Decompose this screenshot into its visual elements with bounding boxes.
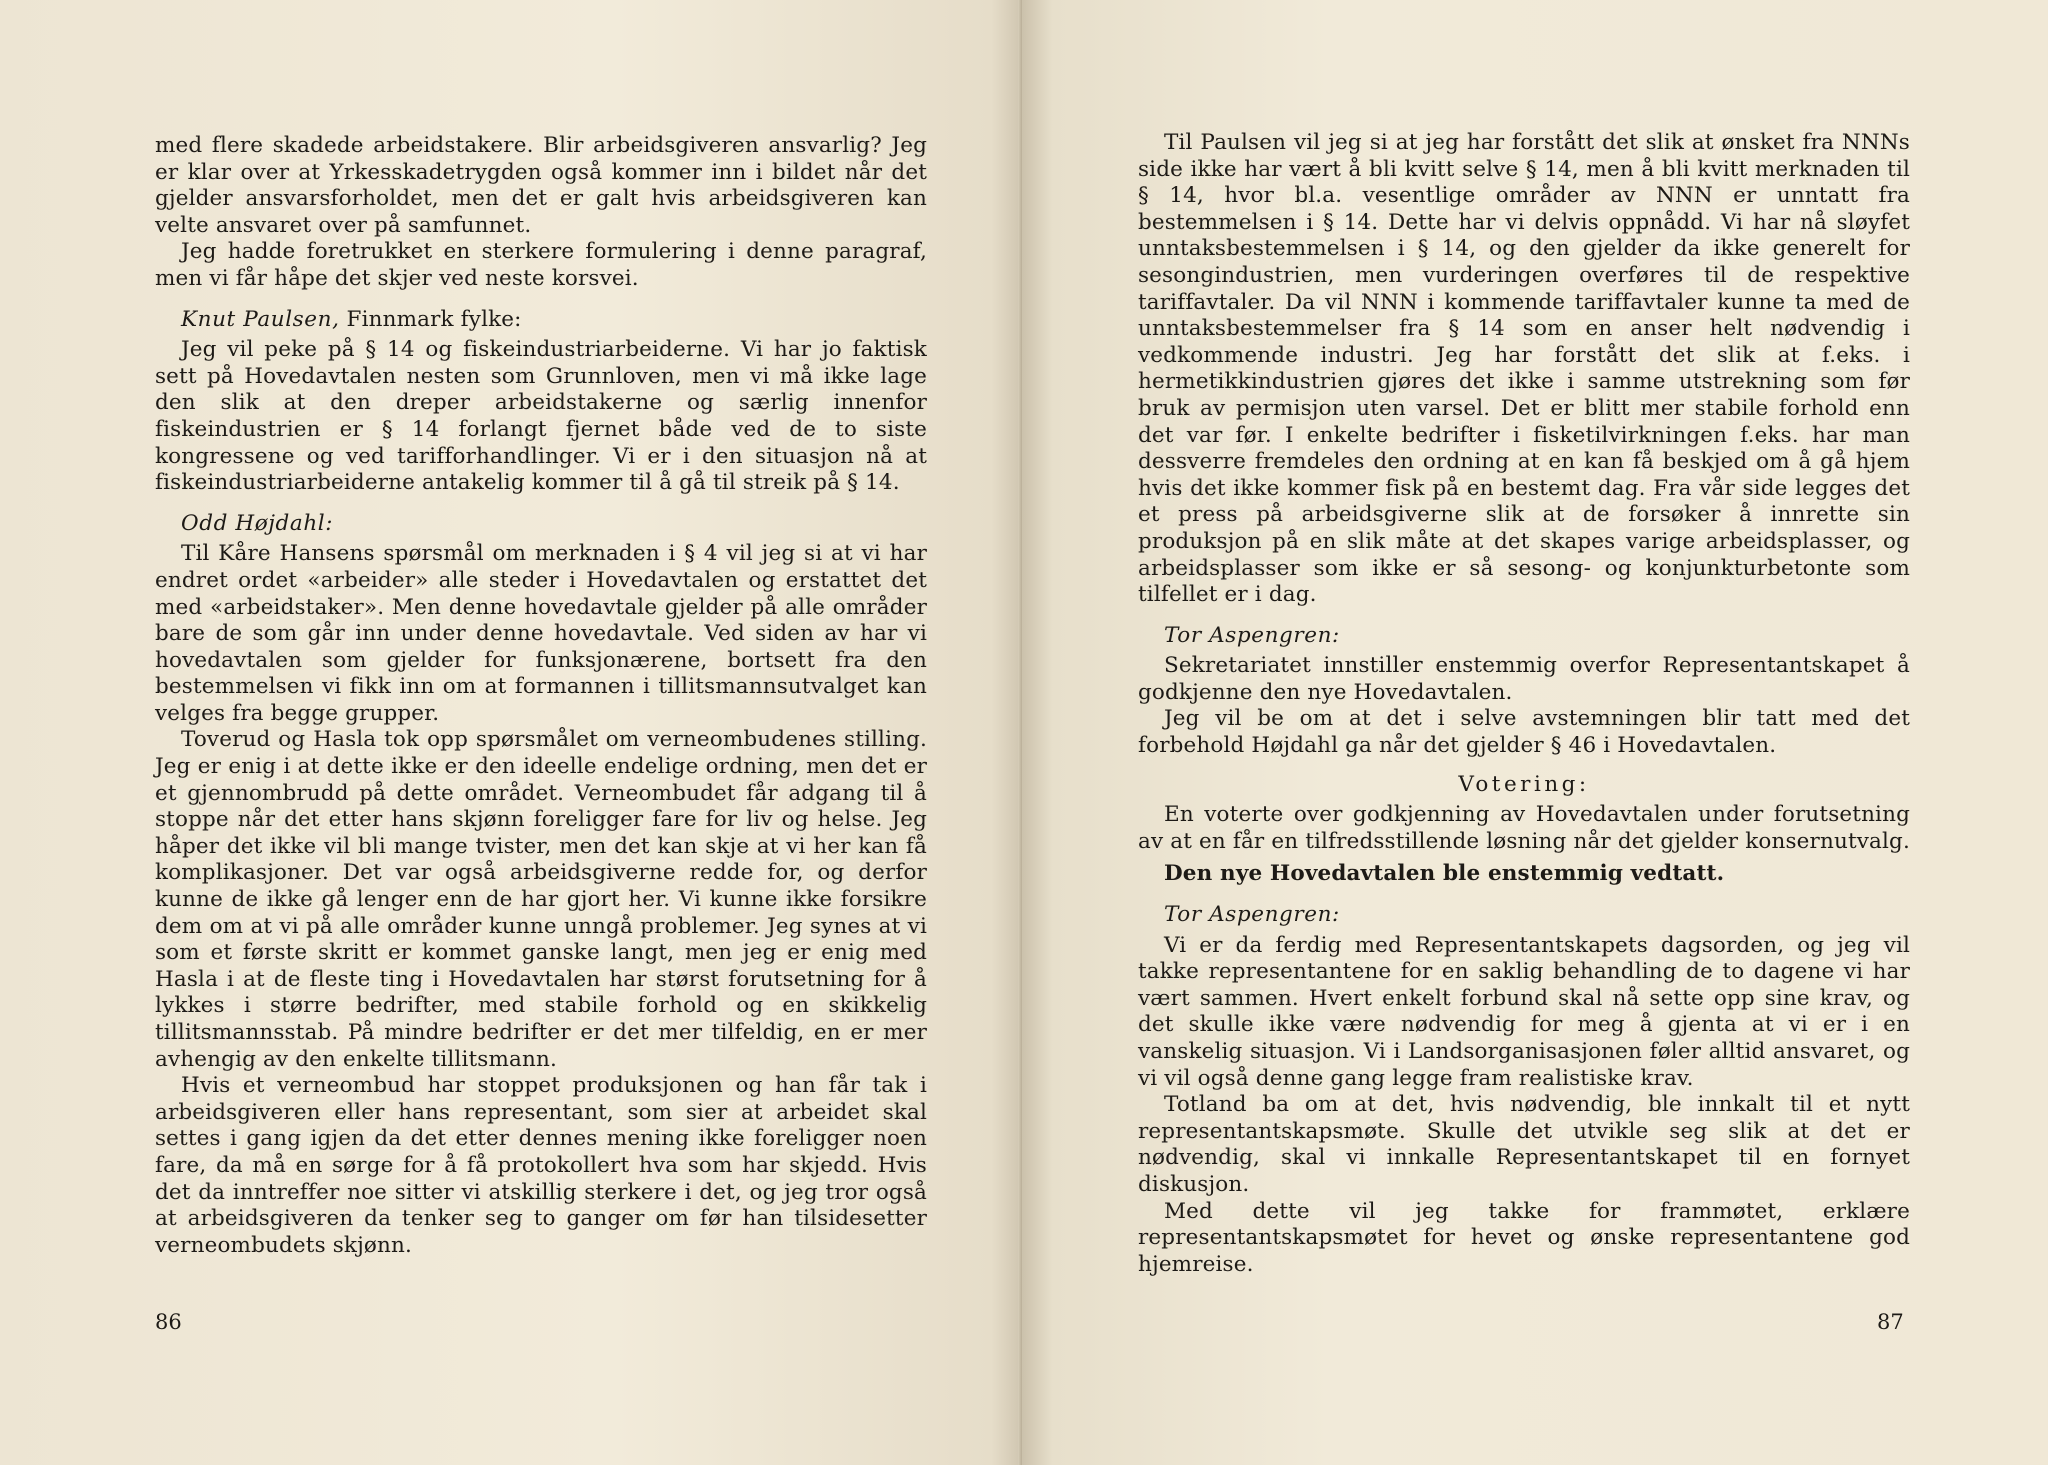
speaker-line bbox=[1138, 623, 1910, 650]
speaker-line bbox=[1138, 902, 1910, 929]
paragraph: med flere skadede arbeidstakere. Blir arbeidsgiveren ansvarlig? Jeg er klar over at Yrkesskadetrygden også kommer inn i bildet når det gjelder ansvarsforholdet, men det er galt hvis arbeidsgiveren kan velte ansvaret over på samfunnet. bbox=[155, 133, 927, 238]
paragraph: Toverud og Hasla tok opp spørsmålet om verneombudenes stilling. Jeg er enig i at dette ikke er den ideelle endelige ordning, men det er et gjennombrudd på dette området. Verneombudet får adgang til å stoppe når det etter hans skjønn foreligger fare for liv og helse. Jeg håper det ikke vil bli mange tvister, men det kan skje at vi her kan få komplikasjoner. Det var også arbeidsgiverne redde for, og derfor kunne de ikke gå lenger enn de har gjort her. Vi kunne ikke forsikre dem om at vi på alle områder kunne unngå problemer. Jeg synes at vi som et første skritt er kommet ganske langt, men jeg er enig med Hasla i at de fleste ting i Hovedavtalen har størst forutsetning for å lykkes i større bedrifter, med stabile forhold og en skikkelig tillitsmannsstab. På mindre bedrifter er det mer tilfeldig, en er mer avhengig av den enkelte tillitsmann. bbox=[155, 727, 927, 1072]
paragraph: Med dette vil jeg takke for frammøtet, erklære representantskapsmøtet for hevet og ønske representantene god hjemreise. bbox=[1138, 1198, 1910, 1277]
speaker-name: Odd Højdahl: bbox=[181, 510, 334, 536]
paragraph: Til Paulsen vil jeg si at jeg har forstått det slik at ønsket fra NNNs side ikke har vært å bli kvitt selve § 14, men å bli kvitt merknaden til § 14, hvor bl.a. vesentlige områder av NNN er unntatt fra bestemmelsen i § 14. Dette har vi delvis oppnådd. Vi har nå sløyfet unntaksbestemmelsen i § 14, og den gjelder da ikke generelt for sesongindustrien, men vurderingen overføres til de respektive tariffavtaler. Da vil NNN i kommende tariffavtaler kunne ta med de unntaksbestemmelser fra § 14 som en anser helt nødvendig i vedkommende industri. Jeg har forstått det slik at f.eks. i hermetikkindustrien gjøres det ikke i samme utstrekning som før bruk av permisjon uten varsel. Det er blitt mer stabile forhold enn det var før. I enkelte bedrifter i fisketilvirkningen f.eks. har man dessverre fremdeles den ordning at en kan få beskjed om å gå hjem hvis det ikke kommer fisk på en bestemt dag. Fra vår side legges det et press på arbeidsgiverne slik at de forsøker å innrette sin produksjon på en slik måte at det skapes varige arbeidsplasser, og arbeidsplasser som ikke er så sesong- og konjunkturbetonte som tilfellet er i dag. bbox=[1138, 130, 1910, 608]
paragraph: En voterte over godkjenning av Hovedavtalen under forutsetning av at en får en tilfredsstillende løsning når det gjelder konsernutvalg. bbox=[1138, 802, 1910, 854]
paragraph: Til Kåre Hansens spørsmål om merknaden i § 4 vil jeg si at vi har endret ordet «arbeider» alle steder i Hovedavtalen og erstattet det med «arbeidstaker». Men denne hovedavtale gjelder på alle områder bare de som går inn under denne hovedavtale. Ved siden av har vi hovedavtalen som gjelder for funksjonærene, bortsett fra den bestemmelsen vi fikk inn om at formannen i tillitsmannsutvalget kan velges fra begge grupper. bbox=[155, 541, 927, 726]
speaker-org: Finnmark fylke: bbox=[346, 306, 522, 332]
page-number: 86 bbox=[155, 1310, 182, 1334]
speaker-name: Tor Aspengren: bbox=[1164, 622, 1340, 648]
speaker-line bbox=[155, 511, 927, 538]
resolution-text: Den nye Hovedavtalen ble enstemmig vedtatt. bbox=[1164, 861, 1725, 887]
section-heading: Votering: bbox=[1458, 771, 1590, 797]
paragraph: Sekretariatet innstiller enstemmig overfor Representantskapet å godkjenne den nye Hovedavtalen. bbox=[1138, 653, 1910, 705]
right-text-column bbox=[1138, 130, 1910, 1278]
speaker-line bbox=[155, 307, 927, 334]
speaker-name: Knut Paulsen, bbox=[181, 306, 340, 332]
speaker-name: Tor Aspengren: bbox=[1164, 902, 1340, 928]
paragraph: Totland ba om at det, hvis nødvendig, ble innkalt til et nytt representantskapsmøte. Skulle det utvikle seg slik at det er nødvendig, skal vi innkalle Representantskapet til en fornyet diskusjon. bbox=[1138, 1092, 1910, 1197]
page-number: 87 bbox=[1877, 1310, 1904, 1334]
paragraph: Hvis et verneombud har stoppet produksjonen og han får tak i arbeidsgiveren eller hans representant, som sier at arbeidet skal settes i gang igjen da det etter dennes mening ikke foreligger noen fare, da må en sørge for å få protokollert hva som har skjedd. Hvis det da inntreffer noe sitter vi atskillig sterkere i det, og jeg tror også at arbeidsgiveren da tenker seg to ganger om før han tilsidesetter verneombudets skjønn. bbox=[155, 1073, 927, 1258]
paragraph: Jeg hadde foretrukket en sterkere formulering i denne paragraf, men vi får håpe det skjer ved neste korsvei. bbox=[155, 239, 927, 291]
paragraph: Jeg vil peke på § 14 og fiskeindustriarbeiderne. Vi har jo faktisk sett på Hovedavtalen nesten som Grunnloven, men vi må ikke lage den slik at den dreper arbeidstakerne og særlig innenfor fiskeindustrien er § 14 forlangt fjernet både ved de to siste kongressene og ved tarifforhandlinger. Vi er i den situasjon nå at fiskeindustriarbeiderne antakelig kommer til å gå til streik på § 14. bbox=[155, 337, 927, 496]
paragraph: Jeg vil be om at det i selve avstemningen blir tatt med det forbehold Højdahl ga når det gjelder § 46 i Hovedavtalen. bbox=[1138, 706, 1910, 759]
paragraph: Vi er da ferdig med Representantskapets dagsorden, og jeg vil takke representantene for en saklig behandling de to dagene vi har vært sammen. Hvert enkelt forbund skal nå sette opp sine krav, og det skulle ikke være nødvendig for meg å gjenta at vi er i en vanskelig situasjon. Vi i Landsorganisasjonen føler alltid ansvaret, og vi vil også denne gang legge fram realistiske krav. bbox=[1138, 932, 1910, 1091]
left-page bbox=[0, 0, 1022, 1465]
left-text-column bbox=[155, 133, 927, 1259]
